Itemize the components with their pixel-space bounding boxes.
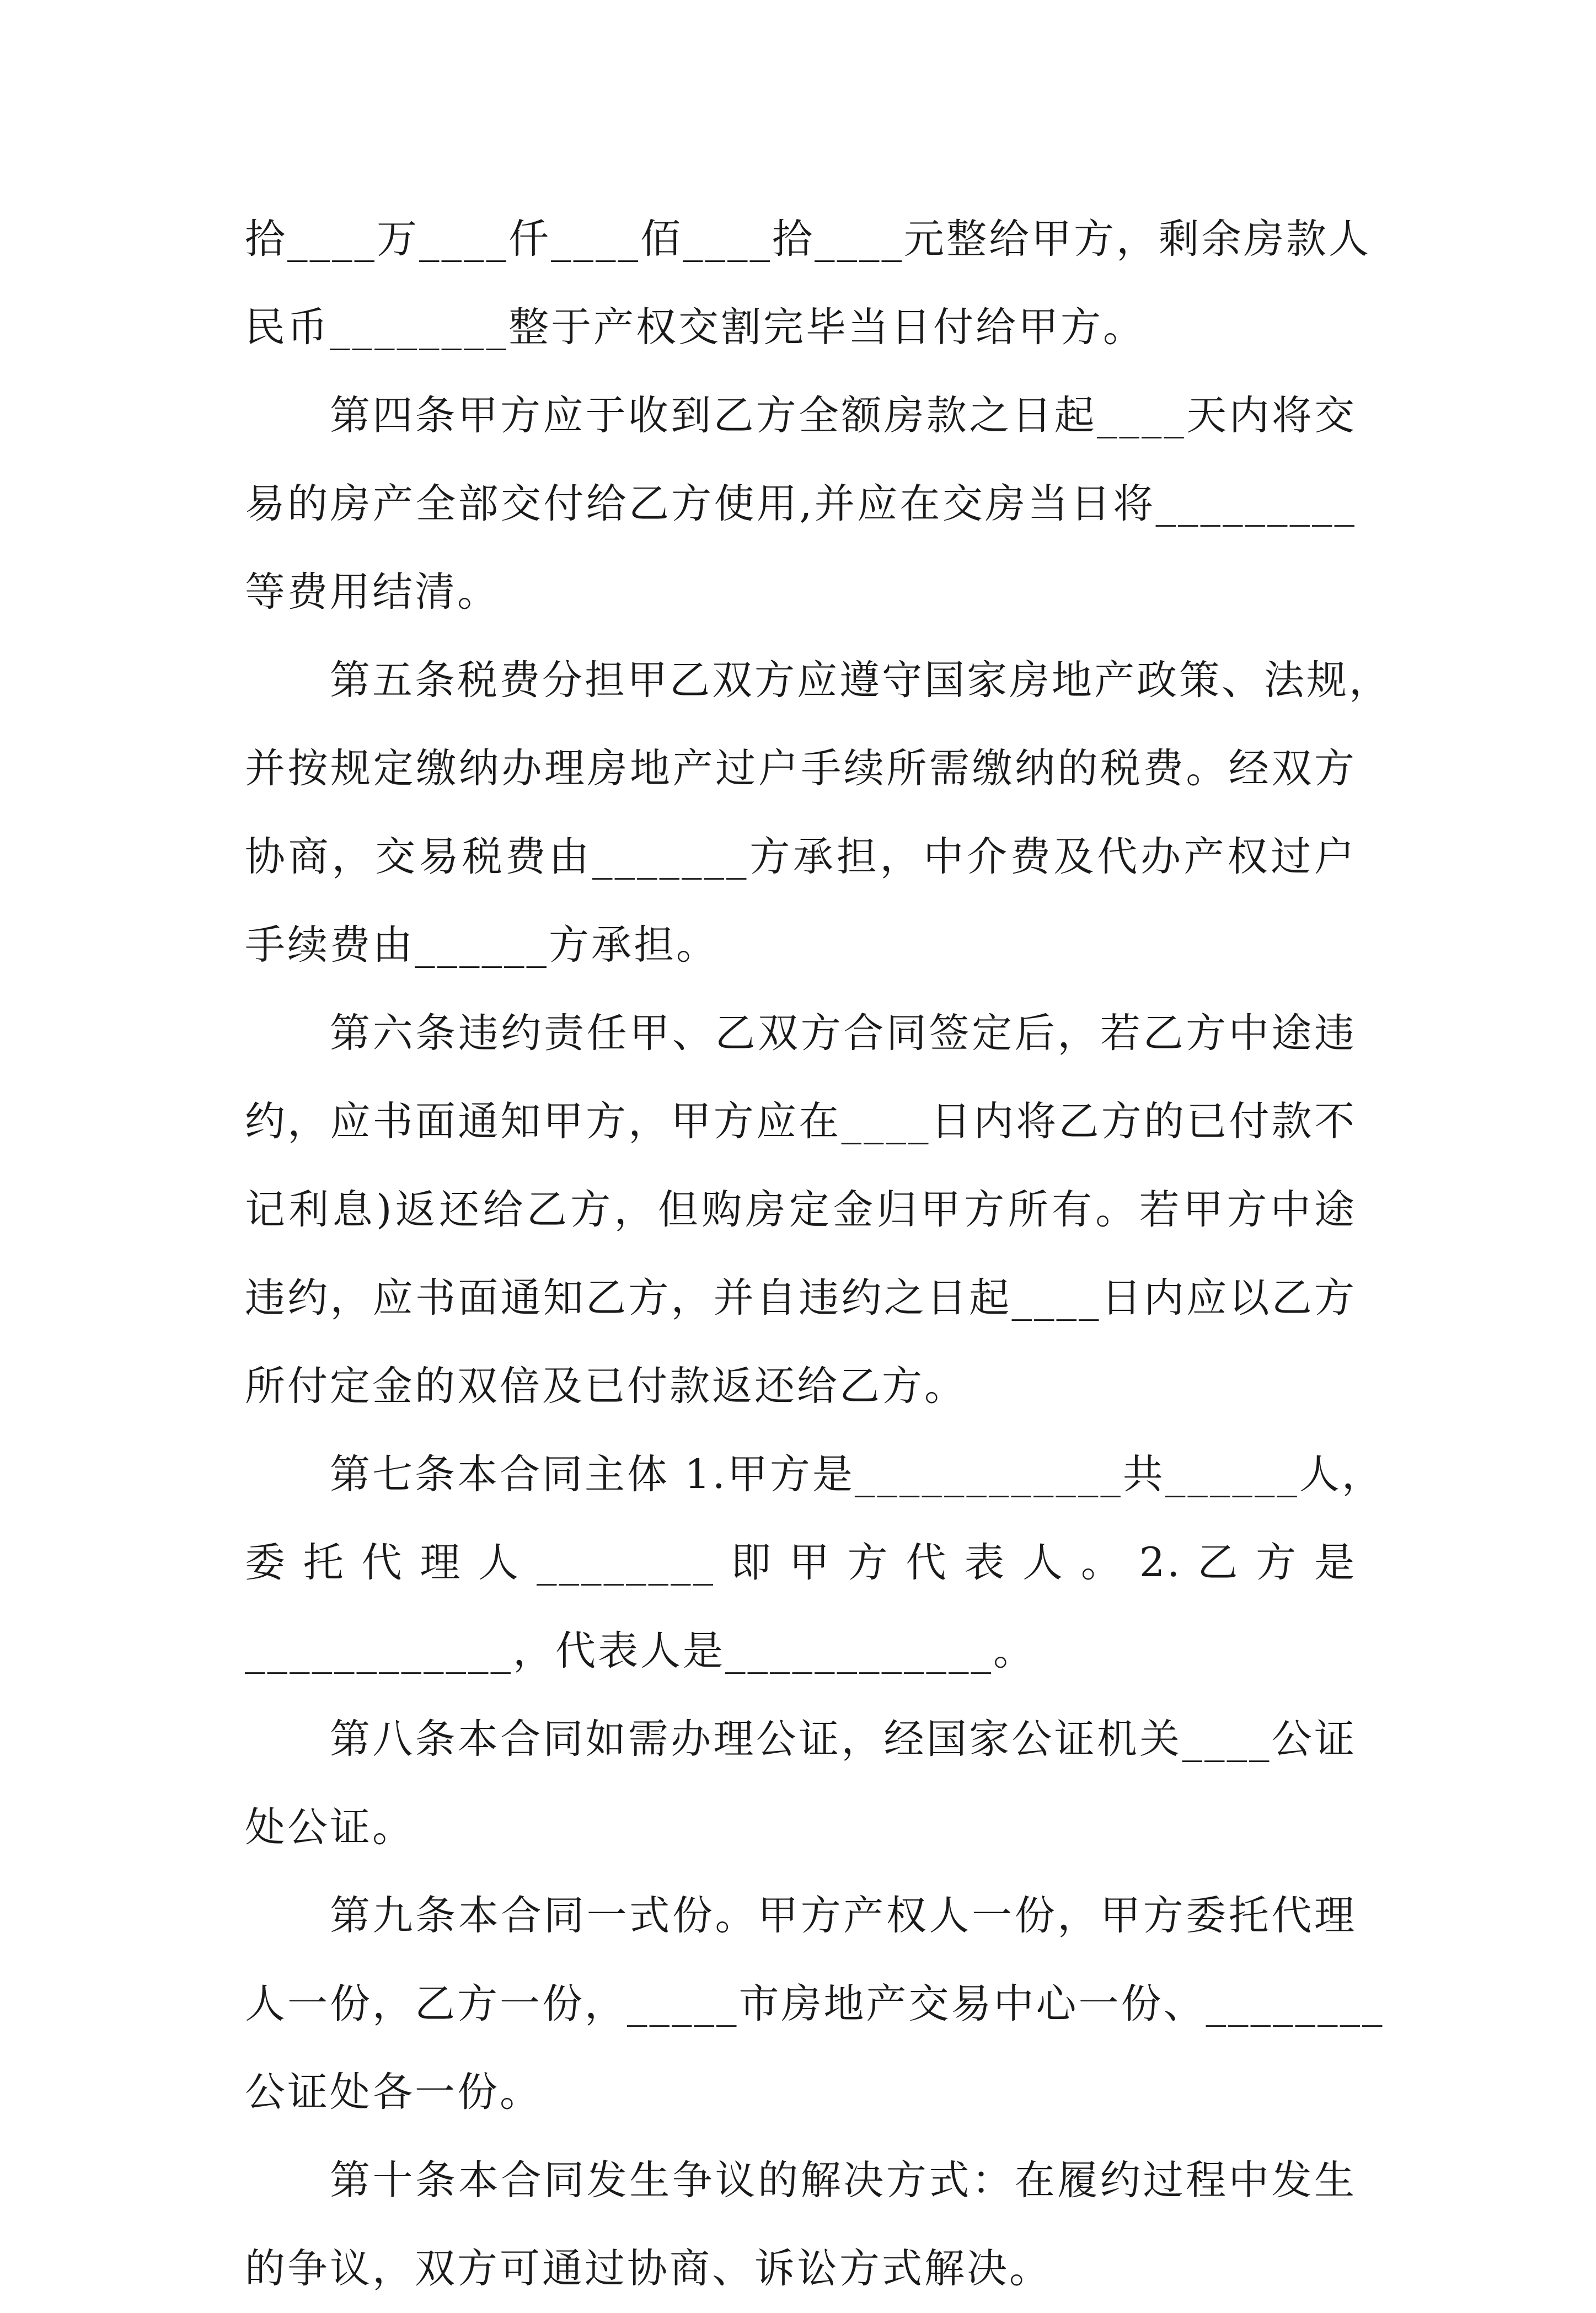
text-line: ____________，代表人是____________。 xyxy=(245,1627,1036,1674)
text-line: 记利息)返还给乙方，但购房定金归甲方所有。若甲方中途 xyxy=(245,1186,1357,1233)
text-line: 所付定金的双倍及已付款返还给乙方。 xyxy=(245,1363,967,1410)
text-line: 第九条本合同一式份。甲方产权人一份，甲方委托代理 xyxy=(330,1892,1357,1939)
text-line: 等费用结清。 xyxy=(245,569,500,615)
paragraph-payment-continued xyxy=(245,195,1371,372)
text-line: 手续费由______方承担。 xyxy=(245,922,719,968)
text-line: 第六条违约责任甲、乙双方合同签定后，若乙方中途违 xyxy=(330,1010,1357,1057)
paragraph-article-6 xyxy=(245,989,1357,1431)
text-line: 并按规定缴纳办理房地产过户手续所需缴纳的税费。经双方 xyxy=(245,745,1357,792)
paragraph-article-10 xyxy=(245,2137,1357,2313)
text-line: 公证处各一份。 xyxy=(245,2069,542,2116)
document-body xyxy=(245,195,1391,2313)
text-line: 违约，应书面通知乙方，并自违约之日起____日内应以乙方 xyxy=(245,1275,1357,1321)
text-line: 第四条甲方应于收到乙方全额房款之日起____天内将交 xyxy=(330,392,1357,439)
text-line: 第十条本合同发生争议的解决方式：在履约过程中发生 xyxy=(330,2157,1357,2204)
text-line: 拾____万____仟____佰____拾____元整给甲方，剩余房款人 xyxy=(245,216,1371,263)
text-line: 第七条本合同主体 1.甲方是____________共______人， xyxy=(330,1451,1384,1498)
text-line: 的争议，双方可通过协商、诉讼方式解决。 xyxy=(245,2245,1052,2292)
text-line: 协商，交易税费由_______方承担，中介费及代办产权过户 xyxy=(245,833,1357,880)
text-line: 第五条税费分担甲乙双方应遵守国家房地产政策、法规， xyxy=(330,657,1391,704)
text-line: 处公证。 xyxy=(245,1804,415,1851)
text-line: 民币________整于产权交割完毕当日付给甲方。 xyxy=(245,304,1145,351)
paragraph-article-8 xyxy=(245,1695,1357,1872)
text-line: 约，应书面通知甲方，甲方应在____日内将乙方的已付款不 xyxy=(245,1098,1357,1145)
paragraph-article-5 xyxy=(245,636,1391,989)
paragraph-article-4 xyxy=(245,372,1357,636)
paragraph-article-7 xyxy=(245,1431,1384,1695)
text-line: 易的房产全部交付给乙方使用,并应在交房当日将_________ xyxy=(245,480,1357,527)
text-line: 委 托 代 理 人 ________ 即 甲 方 代 表 人 。 2. 乙 方 是 xyxy=(245,1539,1357,1586)
paragraph-article-9 xyxy=(245,1872,1385,2137)
text-line: 第八条本合同如需办理公证，经国家公证机关____公证 xyxy=(330,1716,1357,1763)
text-line: 人一份，乙方一份，_____市房地产交易中心一份、________ xyxy=(245,1980,1385,2027)
